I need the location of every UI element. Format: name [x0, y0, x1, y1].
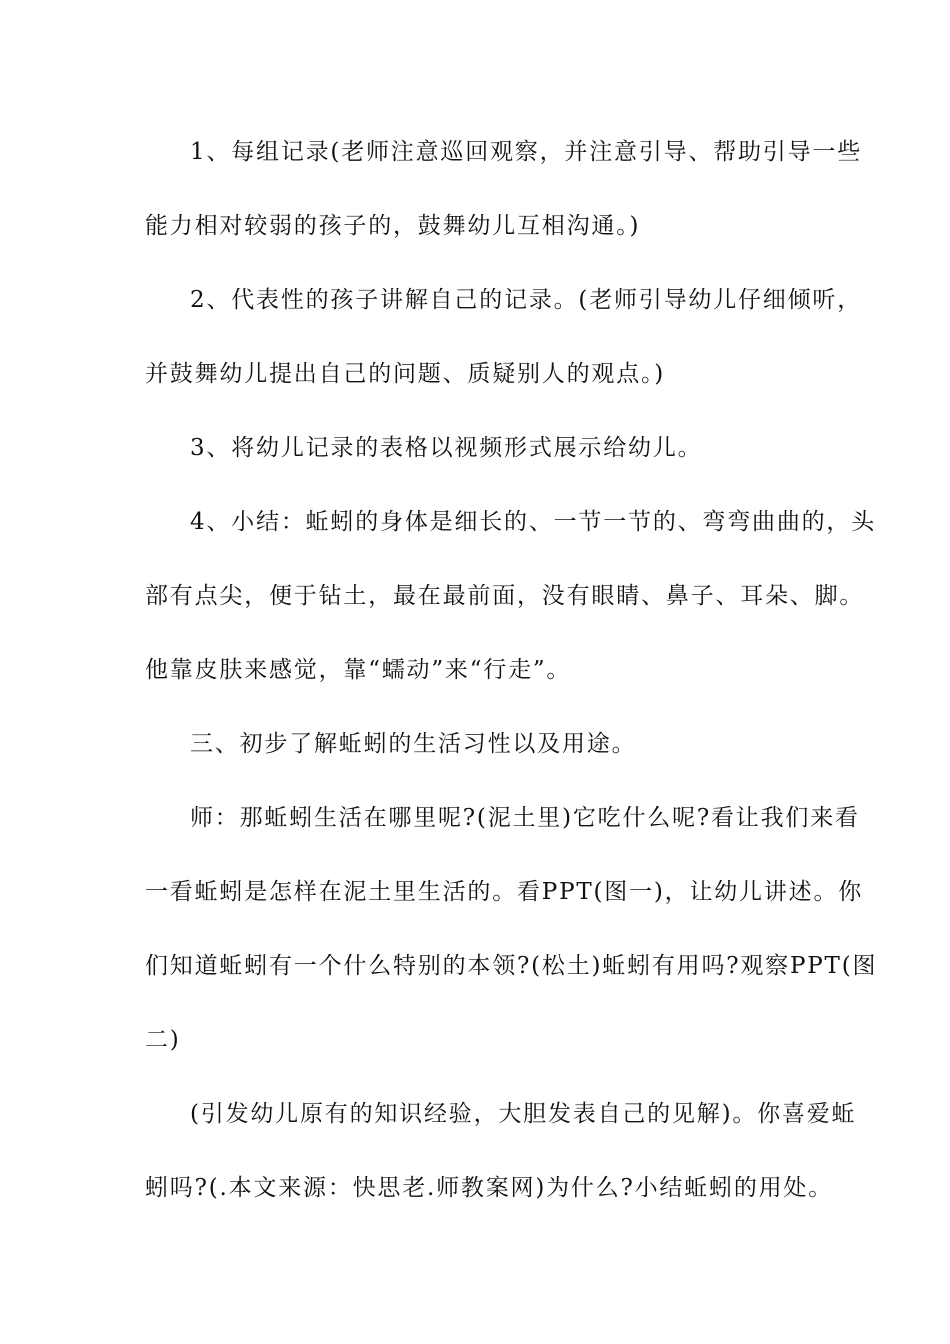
- paragraph-4-line-1: 4、小结：蚯蚓的身体是细长的、一节一节的、弯弯曲曲的，头: [190, 509, 877, 535]
- paragraph-5-line-4: 二): [145, 1027, 181, 1053]
- paragraph-4-line-3: 他靠皮肤来感觉，靠“蠕动”来“行走”。: [145, 657, 572, 683]
- paragraph-3-line-1: 3、将幼儿记录的表格以视频形式展示给幼儿。: [190, 435, 703, 461]
- paragraph-6-line-1: (引发幼儿原有的知识经验，大胆发表自己的见解)。你喜爱蚯: [190, 1101, 857, 1127]
- paragraph-5-line-1: 师：那蚯蚓生活在哪里呢?(泥土里)它吃什么呢?看让我们来看: [190, 805, 860, 831]
- section-heading: 三、初步了解蚯蚓的生活习性以及用途。: [190, 731, 637, 757]
- paragraph-5-line-3: 们知道蚯蚓有一个什么特别的本领?(松土)蚯蚓有用吗?观察PPT(图: [145, 953, 878, 979]
- paragraph-2-line-2: 并鼓舞幼儿提出自己的问题、质疑别人的观点。): [145, 361, 666, 387]
- paragraph-4-line-2: 部有点尖，便于钻土，最在最前面，没有眼睛、鼻子、耳朵、脚。: [145, 583, 865, 609]
- paragraph-5-line-2: 一看蚯蚓是怎样在泥土里生活的。看PPT(图一)，让幼儿讲述。你: [145, 879, 864, 905]
- paragraph-1-line-1: 1、每组记录(老师注意巡回观察，并注意引导、帮助引导一些: [190, 139, 863, 165]
- paragraph-1-line-2: 能力相对较弱的孩子的，鼓舞幼儿互相沟通。): [145, 213, 641, 239]
- paragraph-2-line-1: 2、代表性的孩子讲解自己的记录。(老师引导幼儿仔细倾听，: [190, 287, 863, 313]
- paragraph-6-line-2: 蚓吗?(.本文来源：快思老.师教案网)为什么?小结蚯蚓的用处。: [145, 1175, 834, 1201]
